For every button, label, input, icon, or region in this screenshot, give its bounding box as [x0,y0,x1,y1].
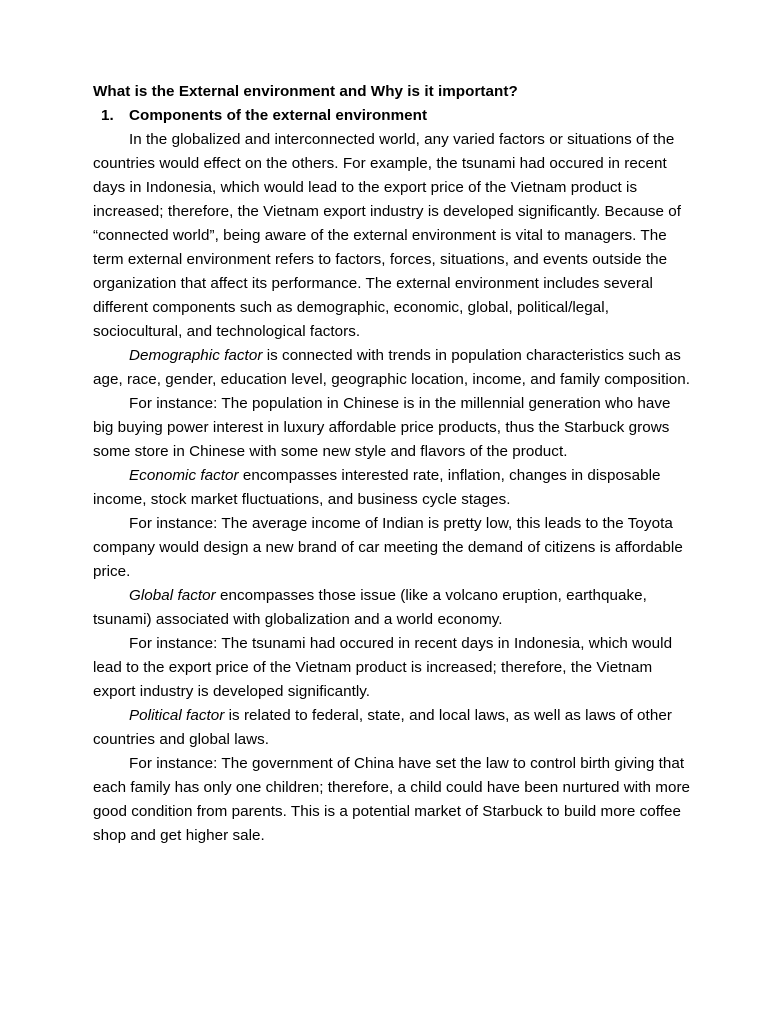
paragraph-text: encompasses interested rate, inflation, changes in disposable income, stock market fluctuations, and business cycle stages. [93,467,661,508]
paragraph-lead-term: Global factor [129,587,216,604]
paragraph-text: is connected with trends in population characteristics such as age, race, gender, education level, geographic location, income, and family composition. [93,347,691,388]
section-heading [93,104,693,128]
paragraph-demographic-factor [93,344,693,392]
paragraph-text: For instance: The government of China have set the law to control birth giving that each family has only one children; therefore, a child could have been nurtured with more good condition from parents. This is a potential market of Starbuck to build more coffee shop and get higher sale. [93,755,691,844]
section-number: 1. [101,107,114,124]
paragraph-text: For instance: The average income of Indian is pretty low, this leads to the Toyota company would design a new brand of car meeting the demand of citizens is affordable price. [93,515,683,580]
paragraph-political-factor [93,704,693,752]
section-title: Components of the external environment [129,107,428,124]
paragraph-text: For instance: The population in Chinese is in the millennial generation who have big buying power interest in luxury affordable price products, thus the Starbuck grows some store in Chinese with some new style and flavors of the product. [93,395,671,460]
paragraph-lead-term: Economic factor [129,467,239,484]
document-title: What is the External environment and Why is it important? [93,83,518,100]
document-page [93,80,693,848]
paragraph-text: is related to federal, state, and local laws, as well as laws of other countries and global laws. [93,707,672,748]
paragraph-economic-example [93,512,693,584]
paragraph-text: For instance: The tsunami had occured in recent days in Indonesia, which would lead to the export price of the Vietnam product is increased; therefore, the Vietnam export industry is developed significantly. [93,635,673,700]
paragraph-lead-term: Political factor [129,707,225,724]
paragraph-lead-term: Demographic factor [129,347,263,364]
paragraph-demographic-example [93,392,693,464]
paragraph-text: encompasses those issue (like a volcano eruption, earthquake, tsunami) associated with globalization and a world economy. [93,587,647,628]
paragraph-text: In the globalized and interconnected world, any varied factors or situations of the countries would effect on the others. For example, the tsunami had occured in recent days in Indonesia, which would lead to the export price of the Vietnam product is increased; therefore, the Vietnam export industry is developed significantly. Because of “connected world”, being aware of the external environment is vital to managers. The term external environment refers to factors, forces, situations, and events outside the organization that affect its performance. The external environment includes several different components such as demographic, economic, global, political/legal, sociocultural, and technological factors. [93,131,682,340]
paragraph-global-example [93,632,693,704]
paragraph-political-example [93,752,693,848]
paragraph-global-factor [93,584,693,632]
paragraph-intro [93,128,693,344]
paragraph-economic-factor [93,464,693,512]
